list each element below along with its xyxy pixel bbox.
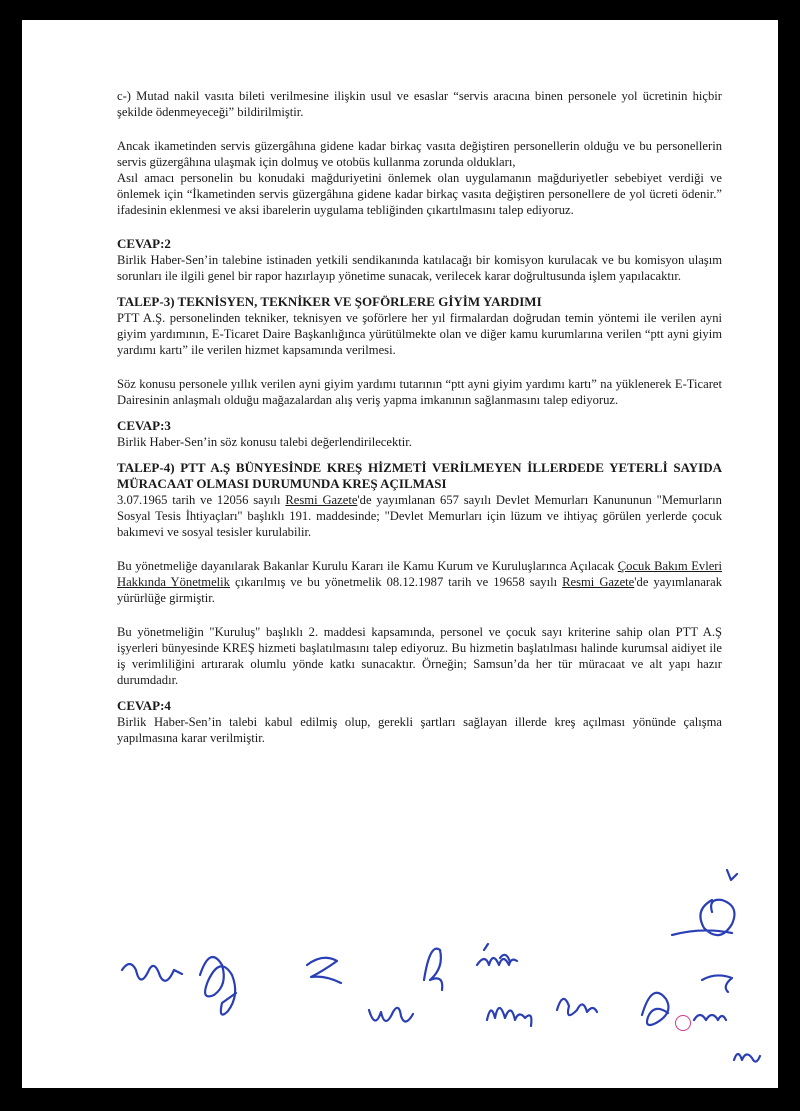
cevap-2-heading: CEVAP:2 <box>117 236 171 251</box>
signature-7 <box>487 1008 531 1026</box>
yonetmelik-link[interactable]: Çocuk Bakım Evleri Hakkında Yönetmelik <box>117 559 722 589</box>
signature-6 <box>369 1008 413 1022</box>
talep-3-paragraph-1: PTT A.Ş. personelinden tekniker, teknisyen ve şoförlere her yıl firmalardan doğrudan temin yöntemi ile verilen ayni giyim yardımının, E-Ticaret Daire Başkanlığınca yürütülmekte olan ve diğer kamu kurumlarına verilen “ptt ayni giyim yardımı kartı” ile verilen hizmet kapsamında verilmesi. <box>117 311 722 357</box>
signature-11 <box>694 975 732 1020</box>
signature-8 <box>557 999 597 1015</box>
signature-4 <box>424 949 442 990</box>
section-c-paragraph-2: Ancak ikametinden servis güzergâhına gidene kadar birkaç vasıta değiştiren personellerin olduğu ve bu personellerin servis güzergâhına ulaşmak için dolmuş ve otobüs kullanma zorunda oldukları, <box>117 139 722 169</box>
document-body <box>117 88 722 746</box>
signature-12 <box>734 1054 760 1062</box>
cevap-3-heading: CEVAP:3 <box>117 418 171 433</box>
document-page <box>22 20 778 1088</box>
talep-4-p2-text-b: çıkarılmış ve bu yönetmelik 08.12.1987 tarih ve 19658 sayılı <box>229 575 563 589</box>
signature-9 <box>642 993 668 1025</box>
signature-2 <box>200 957 236 1015</box>
section-c-paragraph-3: Asıl amacı personelin bu konudaki mağduriyetini önlemek olan uygulamanın mağduriyetler sebebiyet verdiği ve önlemek için “İkametinden servis güzergâhına gidene kadar birkaç vasıta değiştiren personellere de yol ücreti ödenir.” ifadesinin eklenmesi ve aksi ibarelerin uygulama tebliğinden çıkartılmasını talep ediyoruz. <box>117 171 722 217</box>
talep-4-heading: TALEP-4) PTT A.Ş BÜNYESİNDE KREŞ HİZMETİ VERİLMEYEN İLLERDEDE YETERLİ SAYIDA MÜRACAAT OLMASI DURUMUNDA KREŞ AÇILMASI <box>117 460 722 491</box>
talep-4-paragraph-3: Bu yönetmeliğin "Kuruluş" başlıklı 2. maddesi kapsamında, personel ve çocuk sayı kriterine sahip olan PTT A.Ş işyerleri bünyesinde KREŞ hizmeti başlatılmasını talep ediyoruz. Bu hizmetin başlatılması halinde kurumsal aidiyet ile iş verimliliğini artırarak olumlu yönde katkı sunacaktır. Örneğin; Samsun’da her tür müracaat ve alt yapı hazır durumdadır. <box>117 625 722 687</box>
signature-10 <box>672 870 737 935</box>
talep-3-heading: TALEP-3) TEKNİSYEN, TEKNİKER VE ŞOFÖRLERE GİYİM YARDIMI <box>117 294 542 309</box>
cevap-3-text: Birlik Haber-Sen’in söz konusu talebi değerlendirilecektir. <box>117 435 412 449</box>
signature-1 <box>122 964 182 981</box>
stamp-mark <box>675 1015 691 1031</box>
signature-5 <box>477 944 517 965</box>
talep-4-p2-text-a: Bu yönetmeliğe dayanılarak Bakanlar Kurulu Kararı ile Kamu Kurum ve Kuruluşlarınca Açılacak <box>117 559 618 573</box>
resmi-gazete-link-2[interactable]: Resmi Gazete <box>562 575 635 589</box>
talep-4-p2-text-c: 'de yayımlanarak yürürlüğe girmiştir. <box>117 575 722 605</box>
section-c-text: c-) Mutad nakil vasıta bileti verilmesine ilişkin usul ve esaslar “servis aracına binen personele yol ücretinin hiçbir şekilde ödenmeyeceği” bildirilmiştir. <box>117 89 722 119</box>
talep-4-paragraph-2 <box>117 558 722 606</box>
cevap-2-text: Birlik Haber-Sen’in talebine istinaden yetkili sendikanında katılacağı bir komisyon kurulacak ve bu komisyon ulaşım sorunları ile ilgili genel bir rapor hazırlayıp yönetime sunacak, verilecek karar doğrultusunda işlem yapılacaktır. <box>117 253 722 283</box>
resmi-gazete-link[interactable]: Resmi Gazete <box>285 493 358 507</box>
signature-3 <box>307 958 341 983</box>
talep-4-p1-text-b: 'de yayımlanan 657 sayılı Devlet Memurları Kanununun "Memurların Sosyal Tesis İhtiyaçları" başlıklı 191. maddesinde; "Devlet Memurları için lüzum ve ihtiyaç görülen yerlerde çocuk bakımevi ve sosyal tesisler kurulabilir. <box>117 493 722 539</box>
talep-3-paragraph-2: Söz konusu personele yıllık verilen ayni giyim yardımı tutarının “ptt ayni giyim yardımı kartı” na yüklenerek E-Ticaret Dairesinin anlaşmalı olduğu mağazalardan alış veriş yapma imkanının sağlanmasını talep ediyoruz. <box>117 377 722 407</box>
talep-4-paragraph-1 <box>117 492 722 540</box>
cevap-4-text: Birlik Haber-Sen’in talebi kabul edilmiş olup, gerekli şartları sağlayan illerde kreş açılması yönünde çalışma yapılmasına karar verilmiştir. <box>117 715 722 745</box>
talep-4-p1-text-a: 3.07.1965 tarih ve 12056 sayılı <box>117 493 286 507</box>
cevap-4-heading: CEVAP:4 <box>117 698 171 713</box>
